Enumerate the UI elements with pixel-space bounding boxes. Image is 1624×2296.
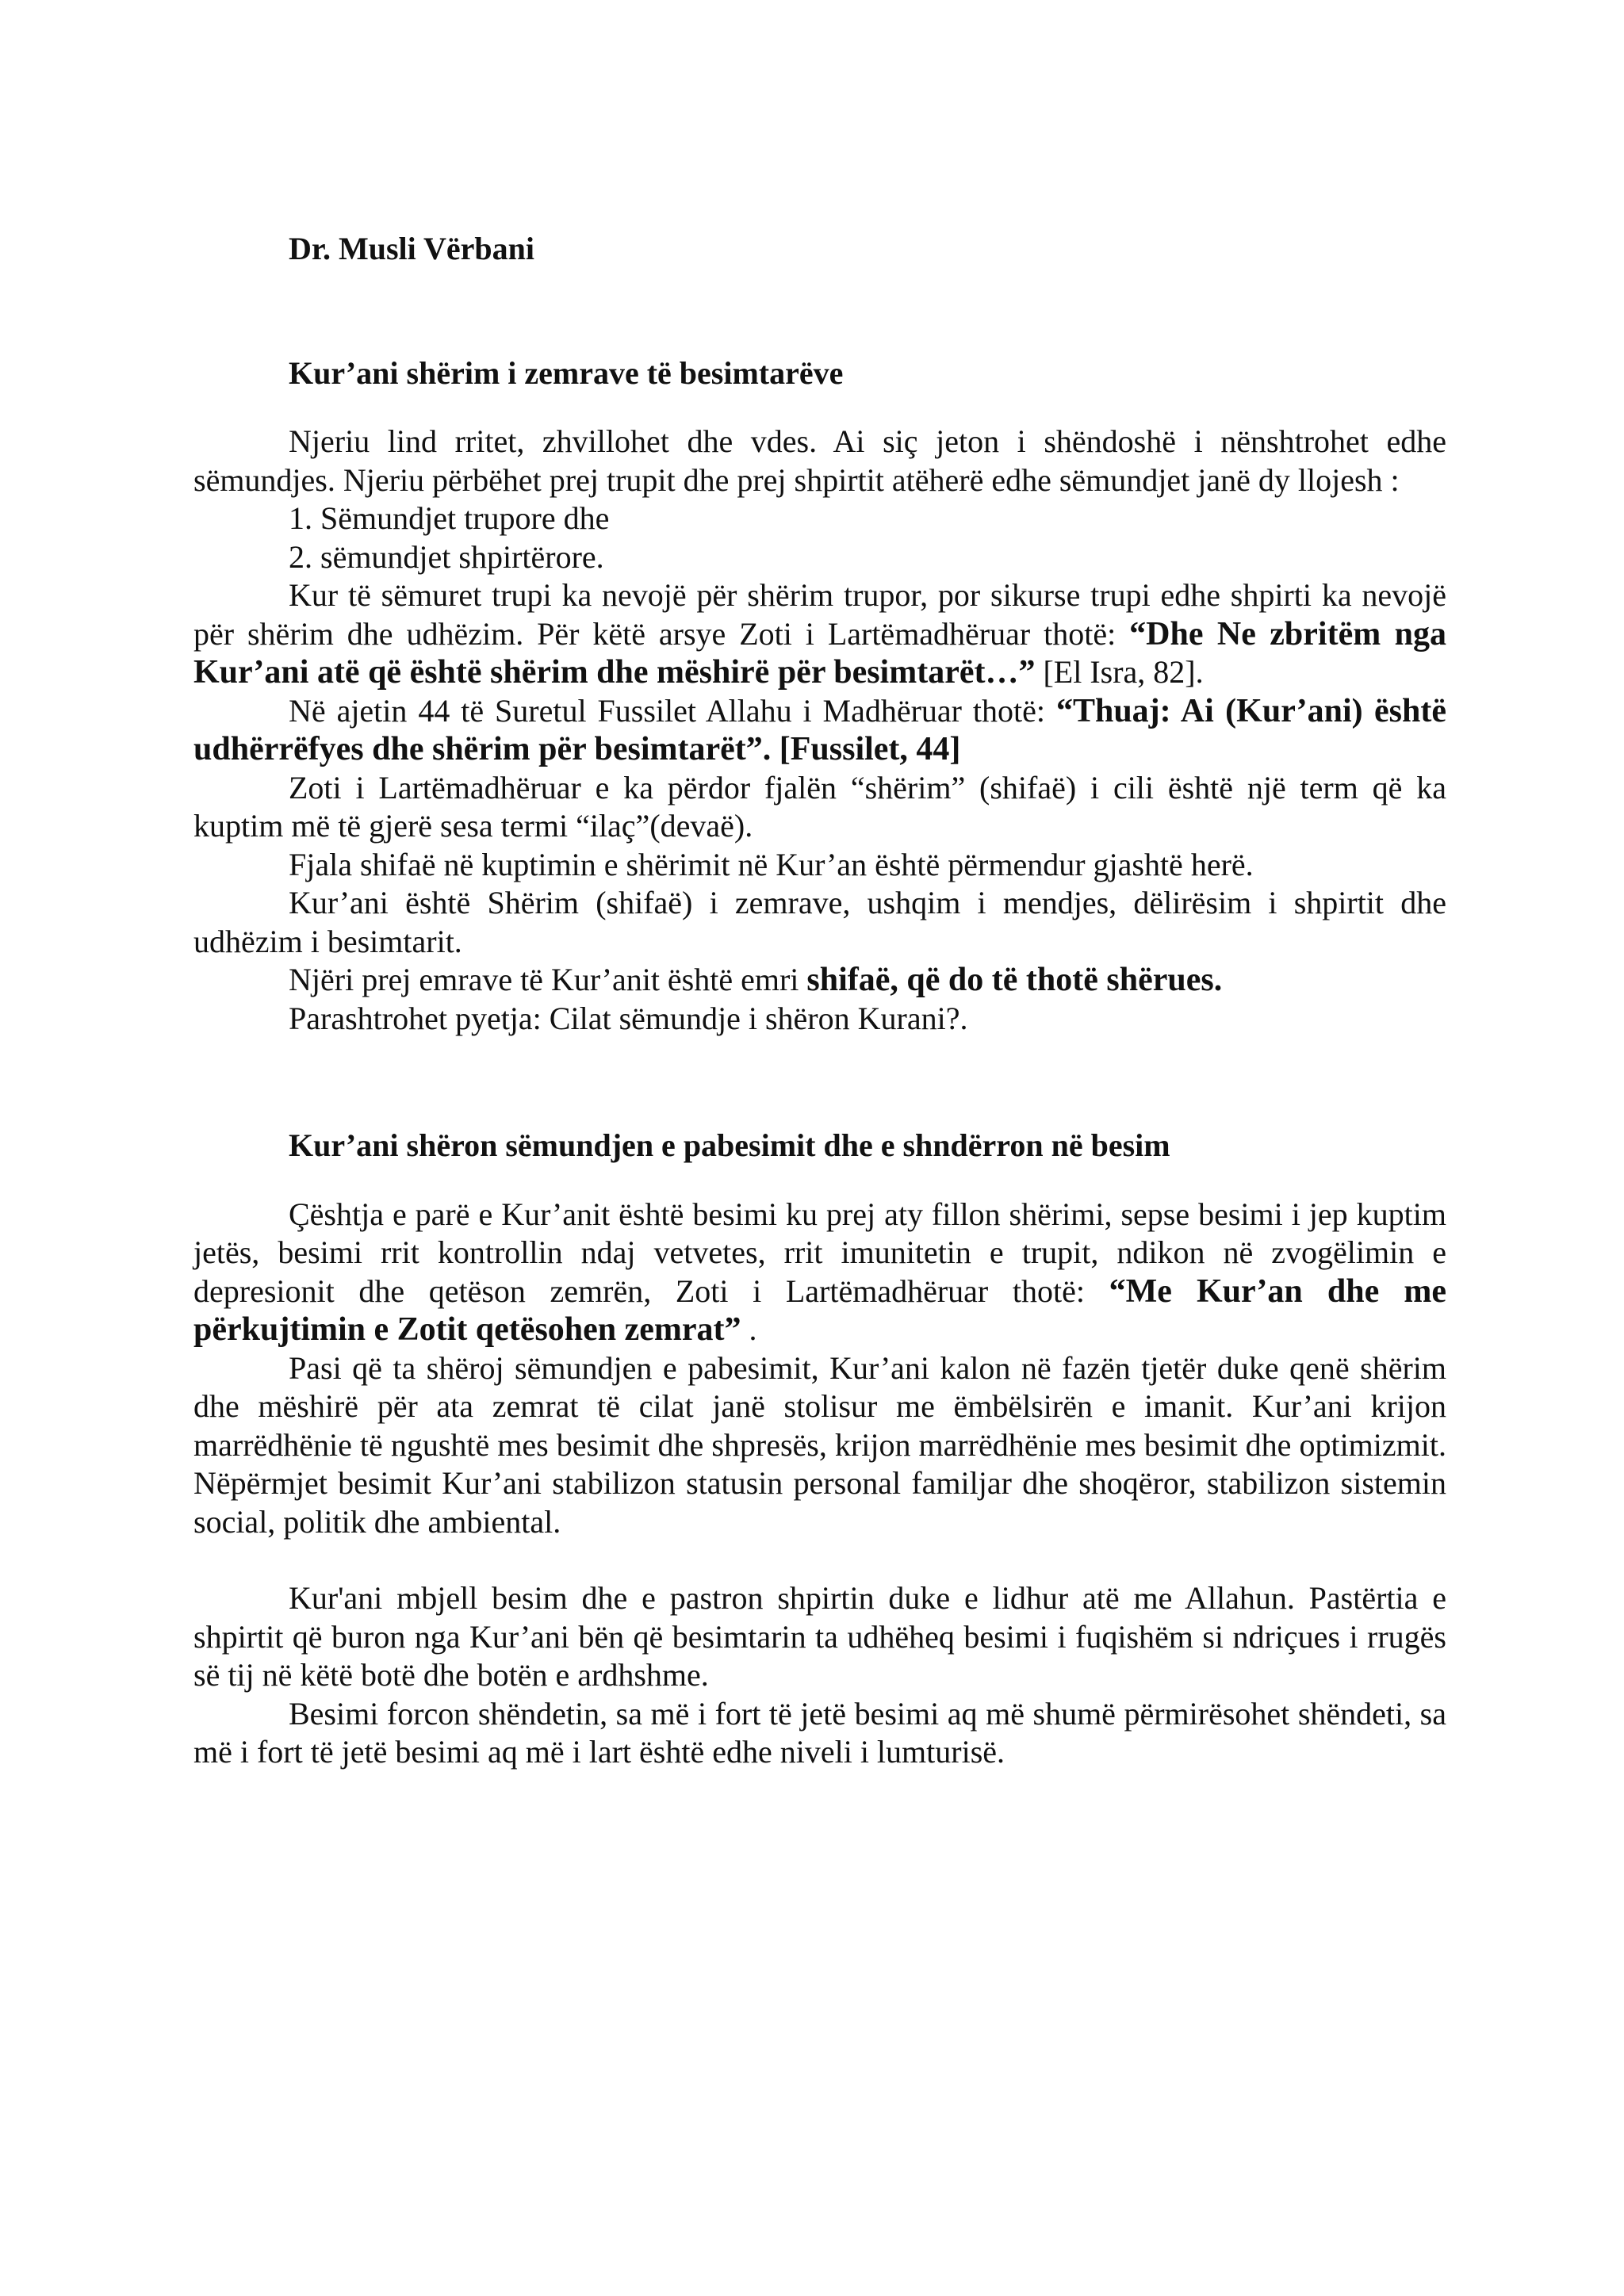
paragraph-shifa-term: Zoti i Lartëmadhëruar e ka përdor fjalën “shërim” (shifaë) i cili është një term që ka kuptim më të gjerë sesa termi “ilaç”(devaë).: [193, 769, 1446, 844]
article-title: Kur’ani shërim i zemrave të besimtarëve: [289, 354, 844, 391]
paragraph-text: Njëri prej emrave të Kur’anit është emri: [289, 962, 807, 997]
paragraph-faith-first: [193, 1196, 1446, 1349]
quote-fussilet: “Thuaj: Ai (Kur’ani) është udhërrëfyes dhe shërim për besimtarët”. [Fussilet, 44]: [193, 692, 1446, 767]
paragraph-text: Çështja e parë e Kur’anit është besimi ku prej aty fillon shërimi, sepse besimi i jep kuptim jetës, besimi rrit kontrollin ndaj vetvetes, rrit imunitetin e trupit, ndikon në zvogëlimin e depresionit dhe qetëson zemrën, Zoti i Lartëmadhëruar thotë:: [193, 1196, 1446, 1309]
document-page: [193, 230, 1446, 1772]
paragraph-text-end: .: [741, 1311, 757, 1347]
paragraph-quran-names: [193, 961, 1446, 1000]
reference-el-isra: [El Isra, 82].: [1035, 654, 1204, 690]
paragraph-shifa-count: Fjala shifaë në kuptimin e shërimit në Kur’an është përmendur gjashtë herë.: [289, 846, 1254, 882]
paragraph-purify-soul: Kur'ani mbjell besim dhe e pastron shpirtin duke e lidhur atë me Allahun. Pastërtia e shpirtit që buron nga Kur’ani bën që besimtarin ta udhëheq besimi i fuqishëm si ndriçues i rrugës së tij në këtë botë dhe botën e ardhshme.: [193, 1580, 1446, 1693]
quote-hearts: “Me Kur’an dhe me përkujtimin e Zotit qetësohen zemrat”: [193, 1272, 1446, 1348]
paragraph-healing-need: [193, 576, 1446, 692]
paragraph-fussilet: [193, 692, 1446, 769]
paragraph-text: Në ajetin 44 të Suretul Fussilet Allahu i Madhëruar thotë:: [289, 692, 1056, 729]
emphasis-shifa: shifaë, që do të thotë shërues.: [806, 962, 1223, 998]
author-name: Dr. Musli Vërbani: [289, 231, 535, 266]
quote-el-isra: “Dhe Ne zbritëm nga Kur’ani atë që është shërim dhe mëshirë për besimtarët…”: [193, 615, 1446, 691]
paragraph-next-phase: Pasi që ta shëroj sëmundjen e pabesimit, Kur’ani kalon në fazën tjetër duke qenë shërim dhe mëshirë për ata zemrat të cilat janë stolisur me ëmbëlsirën e imanit. Kur’ani krijon marrëdhënie të ngushtë mes besimit dhe shpresës, krijon marrëdhënie mes besimit dhe optimizmit. Nëpërmjet besimit Kur’ani stabilizon statusin personal familjar dhe shoqëror, stabilizon sistemin social, politik dhe ambiental.: [193, 1349, 1446, 1540]
list-item-2: 2. sëmundjet shpirtërore.: [289, 538, 604, 575]
list-item-1: 1. Sëmundjet trupore dhe: [289, 500, 610, 536]
paragraph-quran-healing: Kur’ani është Shërim (shifaë) i zemrave, ushqim i mendjes, dëlirësim i shpirtit dhe udhëzim i besimtarit.: [193, 885, 1446, 959]
section-title: Kur’ani shëron sëmundjen e pabesimit dhe e shndërron në besim: [289, 1127, 1170, 1163]
paragraph-intro: Njeriu lind rritet, zhvillohet dhe vdes. Ai siç jeton i shëndoshë i nënshtrohet edhe sëmundjes. Njeriu përbëhet prej trupit dhe prej shpirtit atëherë edhe sëmundjet janë dy llojesh :: [193, 423, 1446, 498]
paragraph-question: Parashtrohet pyetja: Cilat sëmundje i shëron Kurani?.: [289, 1000, 968, 1036]
paragraph-text: Kur të sëmuret trupi ka nevojë për shërim trupor, por sikurse trupi edhe shpirti ka nevojë për shërim dhe udhëzim. Për këtë arsye Zoti i Lartëmadhëruar thotë:: [193, 577, 1446, 652]
paragraph-faith-health: Besimi forcon shëndetin, sa më i fort të jetë besimi aq më shumë përmirësohet shëndeti, sa më i fort të jetë besimi aq më i lart është edhe niveli i lumturisë.: [193, 1695, 1446, 1770]
